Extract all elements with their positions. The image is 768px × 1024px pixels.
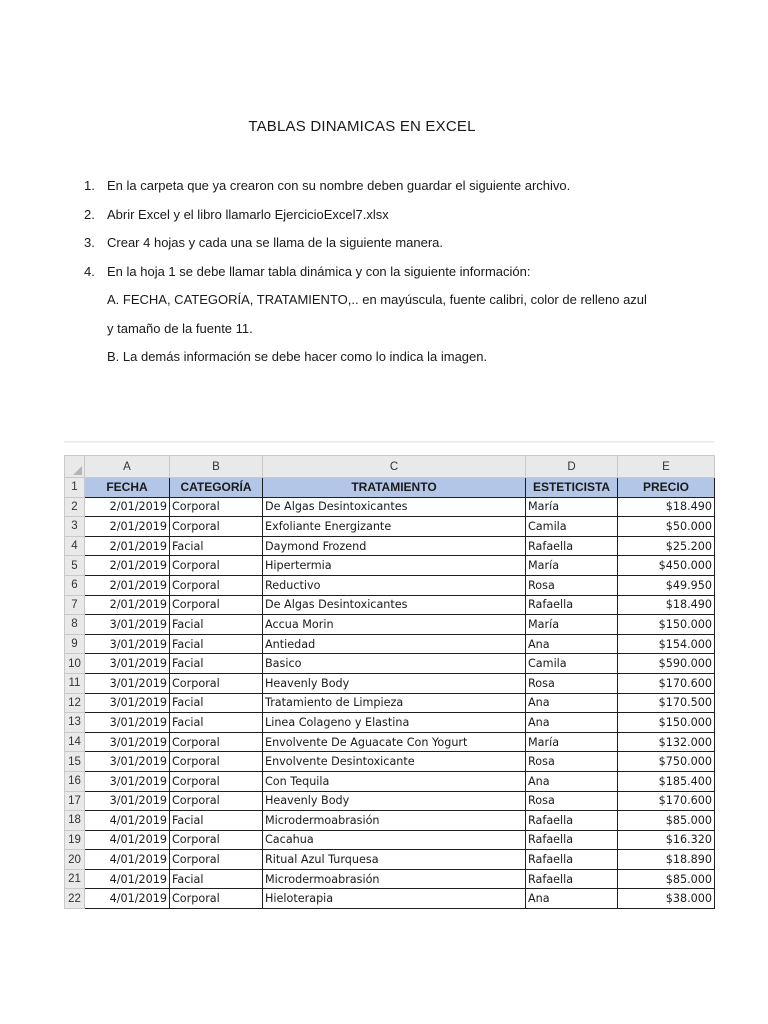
header-cell-precio[interactable]: PRECIO (618, 478, 715, 498)
cell-categoria[interactable]: Corporal (170, 556, 263, 576)
cell-esteticista[interactable]: Camila (526, 654, 618, 674)
cell-esteticista[interactable]: Ana (526, 771, 618, 791)
header-cell-esteticista[interactable]: ESTETICISTA (526, 478, 618, 498)
row-number[interactable]: 7 (65, 595, 85, 615)
cell-precio[interactable]: $170.600 (618, 791, 715, 811)
row-number[interactable]: 10 (65, 654, 85, 674)
cell-esteticista[interactable]: Rosa (526, 791, 618, 811)
cell-precio[interactable]: $150.000 (618, 713, 715, 733)
cell-categoria[interactable]: Corporal (170, 791, 263, 811)
cell-categoria[interactable]: Facial (170, 811, 263, 831)
cell-precio[interactable]: $25.200 (618, 536, 715, 556)
cell-fecha[interactable]: 3/01/2019 (85, 791, 170, 811)
cell-tratamiento[interactable]: Envolvente De Aguacate Con Yogurt (263, 732, 526, 752)
cell-tratamiento[interactable]: De Algas Desintoxicantes (263, 497, 526, 517)
table-row (65, 536, 715, 556)
cell-precio[interactable]: $170.600 (618, 673, 715, 693)
header-cell-tratamiento[interactable]: TRATAMIENTO (263, 478, 526, 498)
row-number[interactable]: 1 (65, 478, 85, 498)
cell-fecha[interactable]: 2/01/2019 (85, 497, 170, 517)
cell-tratamiento[interactable]: Hipertermia (263, 556, 526, 576)
cell-tratamiento[interactable]: Linea Colageno y Elastina (263, 713, 526, 733)
row-number[interactable]: 9 (65, 634, 85, 654)
table-row (65, 752, 715, 772)
instruction-sub-a: A. FECHA, CATEGORÍA, TRATAMIENTO,.. en mayúscula, fuente calibri, color de relleno azul (107, 292, 647, 307)
step-text: Crear 4 hojas y cada una se llama de la siguiente manera. (107, 235, 444, 250)
cell-fecha[interactable]: 2/01/2019 (85, 575, 170, 595)
cell-fecha[interactable]: 3/01/2019 (85, 615, 170, 635)
cell-esteticista[interactable]: Camila (526, 517, 618, 537)
cell-precio[interactable]: $18.890 (618, 850, 715, 870)
cell-categoria[interactable]: Corporal (170, 752, 263, 772)
cell-fecha[interactable]: 3/01/2019 (85, 634, 170, 654)
header-cell-categoria[interactable]: CATEGORÍA (170, 478, 263, 498)
cell-fecha[interactable]: 2/01/2019 (85, 595, 170, 615)
cell-precio[interactable]: $185.400 (618, 771, 715, 791)
step-text: En la hoja 1 se debe llamar tabla dinámica y con la siguiente información: (107, 263, 531, 279)
table-row (65, 830, 715, 850)
cell-categoria[interactable]: Corporal (170, 771, 263, 791)
cell-esteticista[interactable]: María (526, 732, 618, 752)
cell-categoria[interactable]: Facial (170, 536, 263, 556)
row-number[interactable]: 13 (65, 713, 85, 733)
cell-precio[interactable]: $85.000 (618, 869, 715, 889)
column-header-b[interactable]: B (170, 456, 263, 478)
row-number[interactable]: 22 (65, 889, 85, 909)
spreadsheet-table (64, 455, 715, 909)
table-row (65, 771, 715, 791)
cell-esteticista[interactable]: Rafaella (526, 811, 618, 831)
cell-fecha[interactable]: 4/01/2019 (85, 869, 170, 889)
cell-precio[interactable]: $16.320 (618, 830, 715, 850)
cell-precio[interactable]: $150.000 (618, 615, 715, 635)
table-row (65, 517, 715, 537)
table-row (65, 497, 715, 517)
cell-fecha[interactable]: 3/01/2019 (85, 713, 170, 733)
table-row (65, 556, 715, 576)
table-row (65, 693, 715, 713)
cell-precio[interactable]: $50.000 (618, 517, 715, 537)
row-number[interactable]: 21 (65, 869, 85, 889)
cell-fecha[interactable]: 4/01/2019 (85, 830, 170, 850)
instruction-step-4 (84, 262, 704, 291)
cell-categoria[interactable]: Corporal (170, 575, 263, 595)
cell-categoria[interactable]: Corporal (170, 673, 263, 693)
cell-precio[interactable]: $750.000 (618, 752, 715, 772)
instruction-step-2 (84, 205, 704, 234)
row-number[interactable]: 6 (65, 575, 85, 595)
cell-precio[interactable]: $170.500 (618, 693, 715, 713)
cell-fecha[interactable]: 3/01/2019 (85, 693, 170, 713)
cell-tratamiento[interactable]: Envolvente Desintoxicante (263, 752, 526, 772)
instruction-step-1 (84, 176, 704, 205)
cell-esteticista[interactable]: Rosa (526, 673, 618, 693)
table-row (65, 575, 715, 595)
cell-esteticista[interactable]: Rosa (526, 575, 618, 595)
row-number[interactable]: 3 (65, 517, 85, 537)
column-header-c[interactable]: C (263, 456, 526, 478)
row-number[interactable]: 4 (65, 536, 85, 556)
table-row (65, 615, 715, 635)
column-header-e[interactable]: E (618, 456, 715, 478)
step-number: 1. (84, 178, 95, 193)
step-text: En la carpeta que ya crearon con su nombre deben guardar el siguiente archivo. (107, 178, 571, 193)
select-all-triangle-icon (73, 466, 82, 475)
cell-esteticista[interactable]: Ana (526, 634, 618, 654)
cell-tratamiento[interactable]: Con Tequila (263, 771, 526, 791)
sheet-top-edge (64, 441, 714, 443)
instruction-sub-a-continued: y tamaño de la fuente 11. (107, 320, 253, 336)
step-number: 4. (84, 263, 95, 279)
cell-categoria[interactable]: Facial (170, 869, 263, 889)
cell-tratamiento[interactable]: Antiedad (263, 634, 526, 654)
cell-tratamiento[interactable]: Accua Morin (263, 615, 526, 635)
cell-precio[interactable]: $154.000 (618, 634, 715, 654)
row-number[interactable]: 17 (65, 791, 85, 811)
cell-fecha[interactable]: 4/01/2019 (85, 850, 170, 870)
row-number[interactable]: 20 (65, 850, 85, 870)
row-number[interactable]: 15 (65, 752, 85, 772)
cell-fecha[interactable]: 3/01/2019 (85, 732, 170, 752)
cell-fecha[interactable]: 3/01/2019 (85, 752, 170, 772)
cell-tratamiento[interactable]: Reductivo (263, 575, 526, 595)
row-number[interactable]: 5 (65, 556, 85, 576)
cell-fecha[interactable]: 4/01/2019 (85, 811, 170, 831)
cell-fecha[interactable]: 2/01/2019 (85, 517, 170, 537)
cell-fecha[interactable]: 2/01/2019 (85, 536, 170, 556)
instruction-sub-b: B. La demás información se debe hacer como lo indica la imagen. (107, 349, 488, 364)
row-number[interactable]: 16 (65, 771, 85, 791)
cell-esteticista[interactable]: María (526, 497, 618, 517)
table-header-row (65, 478, 715, 498)
cell-categoria[interactable]: Facial (170, 654, 263, 674)
cell-precio[interactable]: $38.000 (618, 889, 715, 909)
cell-tratamiento[interactable]: Daymond Frozend (263, 536, 526, 556)
cell-categoria[interactable]: Facial (170, 615, 263, 635)
table-row (65, 850, 715, 870)
cell-esteticista[interactable]: María (526, 556, 618, 576)
row-number[interactable]: 12 (65, 693, 85, 713)
row-number[interactable]: 2 (65, 497, 85, 517)
cell-fecha[interactable]: 4/01/2019 (85, 889, 170, 909)
cell-esteticista[interactable]: Ana (526, 889, 618, 909)
cell-esteticista[interactable]: Rafaella (526, 595, 618, 615)
cell-esteticista[interactable]: Rafaella (526, 869, 618, 889)
cell-categoria[interactable]: Corporal (170, 830, 263, 850)
cell-fecha[interactable]: 2/01/2019 (85, 556, 170, 576)
table-row (65, 634, 715, 654)
cell-fecha[interactable]: 3/01/2019 (85, 673, 170, 693)
cell-esteticista[interactable]: Rafaella (526, 830, 618, 850)
column-header-d[interactable]: D (526, 456, 618, 478)
cell-esteticista[interactable]: Rosa (526, 752, 618, 772)
step-number: 2. (84, 206, 95, 222)
document-title: TABLAS DINAMICAS EN EXCEL (248, 118, 476, 135)
table-row (65, 713, 715, 733)
cell-precio[interactable]: $590.000 (618, 654, 715, 674)
cell-precio[interactable]: $49.950 (618, 575, 715, 595)
instruction-list (84, 176, 704, 376)
cell-esteticista[interactable]: Ana (526, 713, 618, 733)
cell-fecha[interactable]: 3/01/2019 (85, 654, 170, 674)
cell-precio[interactable]: $132.000 (618, 732, 715, 752)
cell-tratamiento[interactable]: Hieloterapia (263, 889, 526, 909)
cell-esteticista[interactable]: María (526, 615, 618, 635)
cell-tratamiento[interactable]: De Algas Desintoxicantes (263, 595, 526, 615)
header-cell-fecha[interactable]: FECHA (85, 478, 170, 498)
cell-categoria[interactable]: Corporal (170, 889, 263, 909)
row-number[interactable]: 14 (65, 732, 85, 752)
cell-categoria[interactable]: Facial (170, 693, 263, 713)
cell-categoria[interactable]: Corporal (170, 517, 263, 537)
table-row (65, 869, 715, 889)
cell-tratamiento[interactable]: Cacahua (263, 830, 526, 850)
row-number[interactable]: 8 (65, 615, 85, 635)
cell-esteticista[interactable]: Rafaella (526, 536, 618, 556)
spreadsheet-screenshot (64, 455, 714, 909)
select-all-corner[interactable] (65, 456, 85, 478)
cell-tratamiento[interactable]: Basico (263, 654, 526, 674)
cell-tratamiento[interactable]: Tratamiento de Limpieza (263, 693, 526, 713)
cell-tratamiento[interactable]: Heavenly Body (263, 673, 526, 693)
cell-tratamiento[interactable]: Exfoliante Energizante (263, 517, 526, 537)
table-row (65, 654, 715, 674)
cell-categoria[interactable]: Corporal (170, 850, 263, 870)
step-number: 3. (84, 235, 95, 250)
cell-tratamiento[interactable]: Ritual Azul Turquesa (263, 850, 526, 870)
column-header-a[interactable]: A (85, 456, 170, 478)
cell-tratamiento[interactable]: Microdermoabrasión (263, 811, 526, 831)
cell-esteticista[interactable]: Rafaella (526, 850, 618, 870)
table-row (65, 595, 715, 615)
cell-categoria[interactable]: Corporal (170, 732, 263, 752)
cell-categoria[interactable]: Facial (170, 634, 263, 654)
cell-esteticista[interactable]: Ana (526, 693, 618, 713)
cell-precio[interactable]: $18.490 (618, 497, 715, 517)
step-text: Abrir Excel y el libro llamarlo EjercicioExcel7.xlsx (107, 206, 389, 222)
cell-precio[interactable]: $85.000 (618, 811, 715, 831)
table-row (65, 673, 715, 693)
cell-categoria[interactable]: Facial (170, 713, 263, 733)
cell-tratamiento[interactable]: Microdermoabrasión (263, 869, 526, 889)
row-number[interactable]: 11 (65, 673, 85, 693)
cell-tratamiento[interactable]: Heavenly Body (263, 791, 526, 811)
table-row (65, 791, 715, 811)
cell-fecha[interactable]: 3/01/2019 (85, 771, 170, 791)
table-row (65, 889, 715, 909)
cell-precio[interactable]: $450.000 (618, 556, 715, 576)
row-number[interactable]: 18 (65, 811, 85, 831)
table-row (65, 811, 715, 831)
cell-categoria[interactable]: Corporal (170, 595, 263, 615)
row-number[interactable]: 19 (65, 830, 85, 850)
cell-categoria[interactable]: Corporal (170, 497, 263, 517)
cell-precio[interactable]: $18.490 (618, 595, 715, 615)
instruction-step-3 (84, 233, 704, 262)
table-row (65, 732, 715, 752)
